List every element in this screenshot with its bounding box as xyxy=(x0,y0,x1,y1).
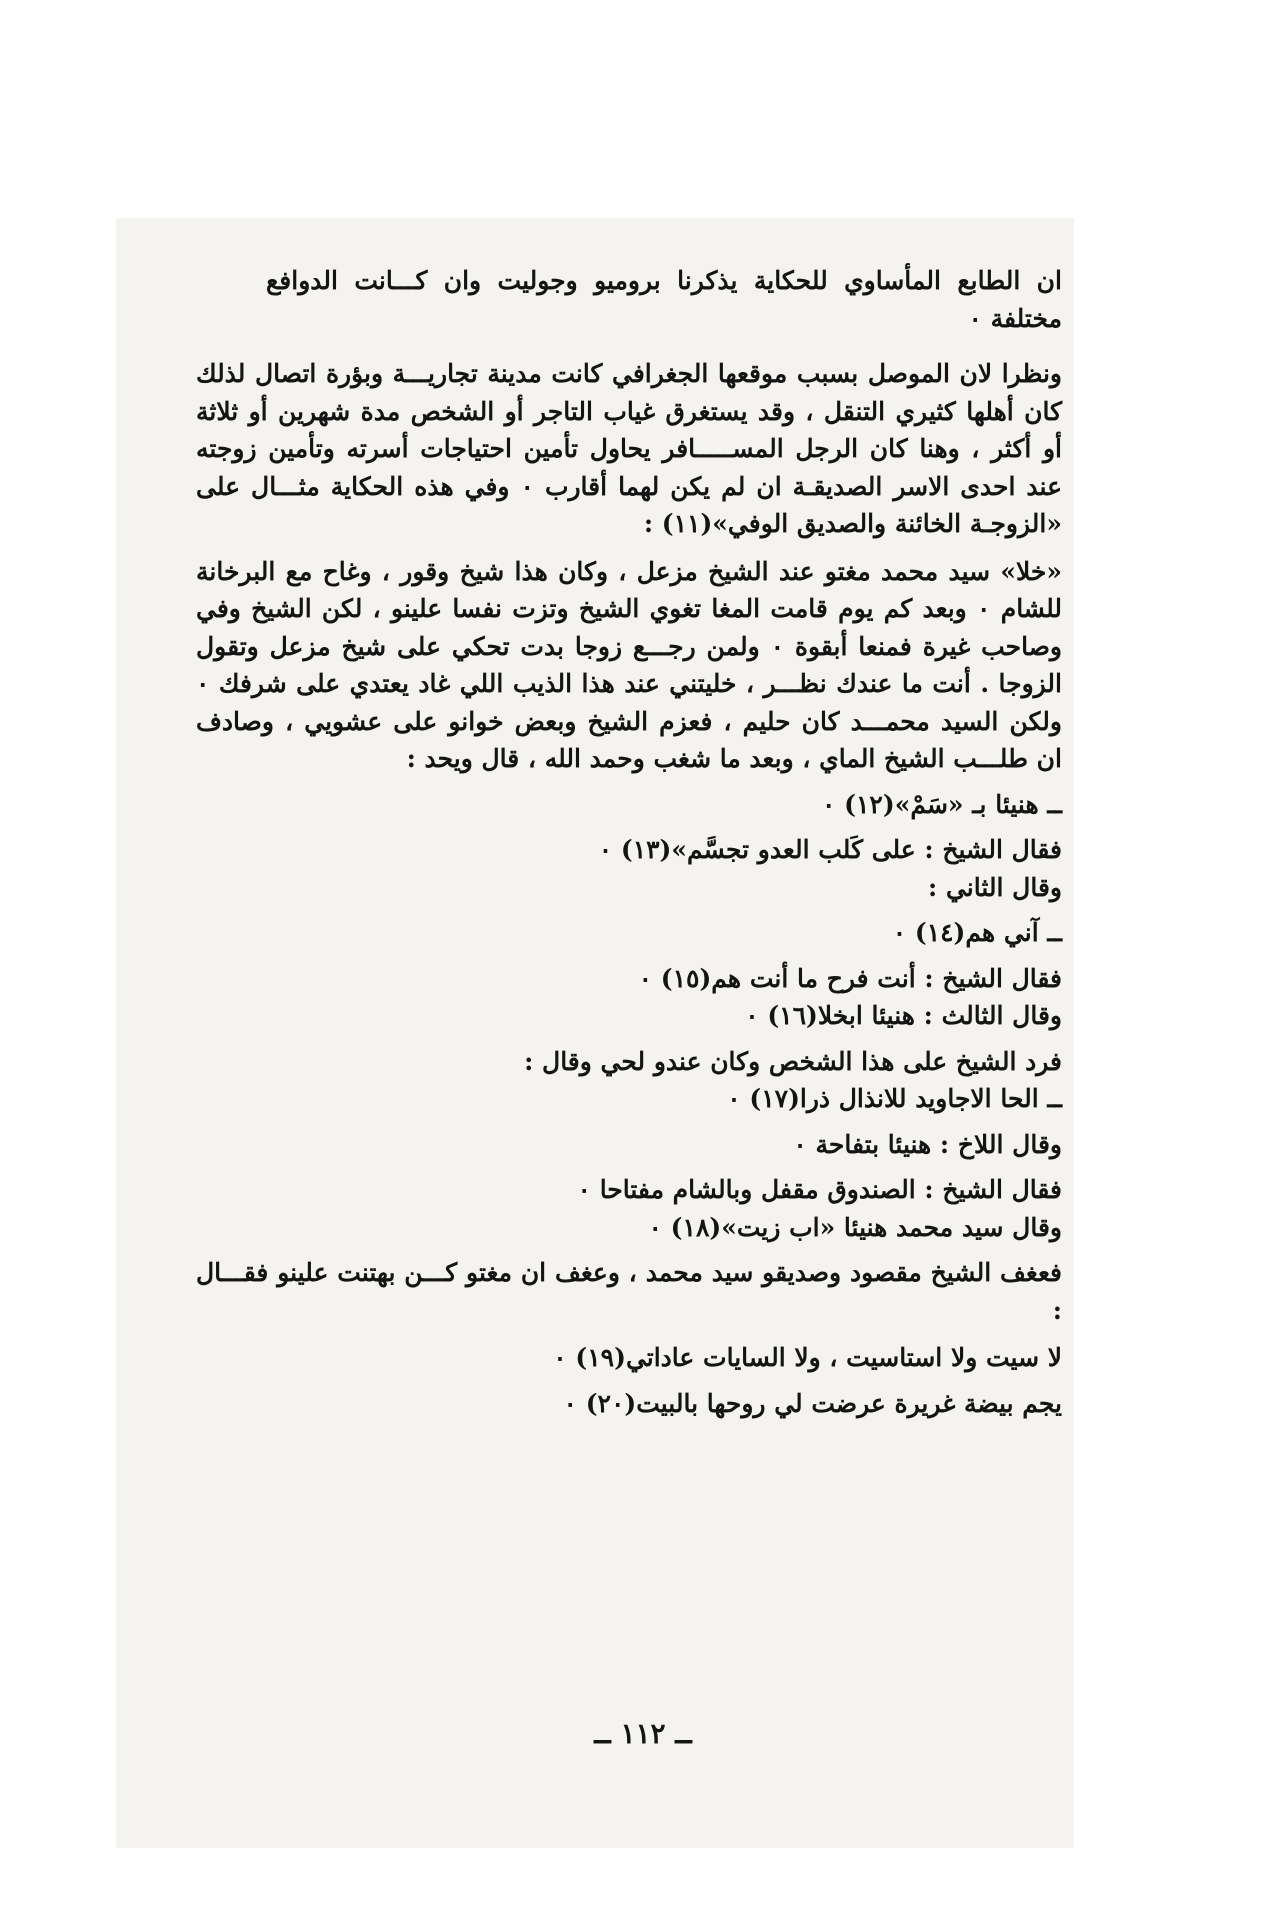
dialogue-line: وقال الثالث : هنيئا ابخلا(١٦) ٠ xyxy=(745,1001,1062,1030)
page-number: ــ ١١٢ ــ xyxy=(594,1717,692,1750)
dialogue-line: ــ آني هم(١٤) ٠ xyxy=(892,918,1062,947)
dialogue-line: فقال الشيخ : على كَلب العدو تجسَّم»(١٣) ٠ xyxy=(598,835,1062,864)
dialogue-line: فرد الشيخ على هذا الشخص وكان عندو لحي وقال : xyxy=(524,1046,1062,1076)
dialogue-line: ــ الحا الاجاويد للانذال ذرا(١٧) ٠ xyxy=(727,1084,1062,1113)
dialogue-line: وقال الثاني : xyxy=(928,872,1062,902)
text-block xyxy=(196,262,1062,1422)
paragraph-intro: ان الطابع المأساوي للحكاية يذكرنا بروميو وجوليت وان كـــانت الدوافع مختلفة ٠ xyxy=(266,266,1062,333)
dialogue-line: ــ هنيئا بـ «سَمْ»(١٢) ٠ xyxy=(822,789,1062,819)
verse-line: لا سيت ولا استاسيت ، ولا السايات عاداتي(١٩) ٠ xyxy=(553,1343,1062,1372)
paragraph-story: «خلا» سيد محمد مغتو عند الشيخ مزعل ، وكان هذا شيخ وقور ، وغاح مع البرخانة للشام ٠ وبعد كم يوم قامت المغا تغوي الشيخ وتزت نفسا علينو ، لكن الشيخ وفي وصاحب غيرة فمنعا أبقوة ٠ ولمن رجـــع زوجا بدت تحكي على شيخ مزعل وتقول الزوجا . أنت ما عندك نظـــر ، خليتني عند هذا الذيب اللي غاد يعتدي على شرفك ٠ ولكن السيد محمـــد كان حليم ، فعزم الشيخ وبعض خوانو على عشويي ، وصادف ان طلـــب الشيخ الماي ، وبعد ما شغب وحمد الله ، قال ويحد : xyxy=(196,556,1063,773)
paragraph-closing: فعغف الشيخ مقصود وصديقو سيد محمد ، وعغف ان مغتو كـــن بهتنت علينو فقـــال : xyxy=(196,1258,1062,1325)
verse-line: يجم بيضة غريرة عرضت لي روحها بالبيت(٢٠) ٠ xyxy=(563,1388,1062,1418)
dialogue-line: وقال سيد محمد هنيئا «اب زيت»(١٨) ٠ xyxy=(648,1212,1062,1242)
dialogue-line: وقال اللاخ : هنيئا بتفاحة ٠ xyxy=(793,1129,1062,1159)
paragraph-context: ونظرا لان الموصل بسبب موقعها الجغرافي كانت مدينة تجاريـــة وبؤرة اتصال لذلك كان أهلها كثيري التنقل ، وقد يستغرق غياب التاجر أو الشخص مدة شهرين أو ثلاثة أو أكثر ، وهنا كان الرجل المســـــافر يحاول تأمين احتياجات أسرته وتأمين زوجته عند احدى الاسر الصديقـة ان لم يكن لهما أقارب ٠ وفي هذه الحكاية مثـــال على «الزوجـة الخائنة والصديق الوفي»(١١) : xyxy=(196,359,1062,538)
dialogue-line: فقال الشيخ : أنت فرح ما أنت هم(١٥) ٠ xyxy=(638,963,1062,993)
dialogue-line: فقال الشيخ : الصندوق مقفل وبالشام مفتاحا ٠ xyxy=(577,1175,1062,1204)
